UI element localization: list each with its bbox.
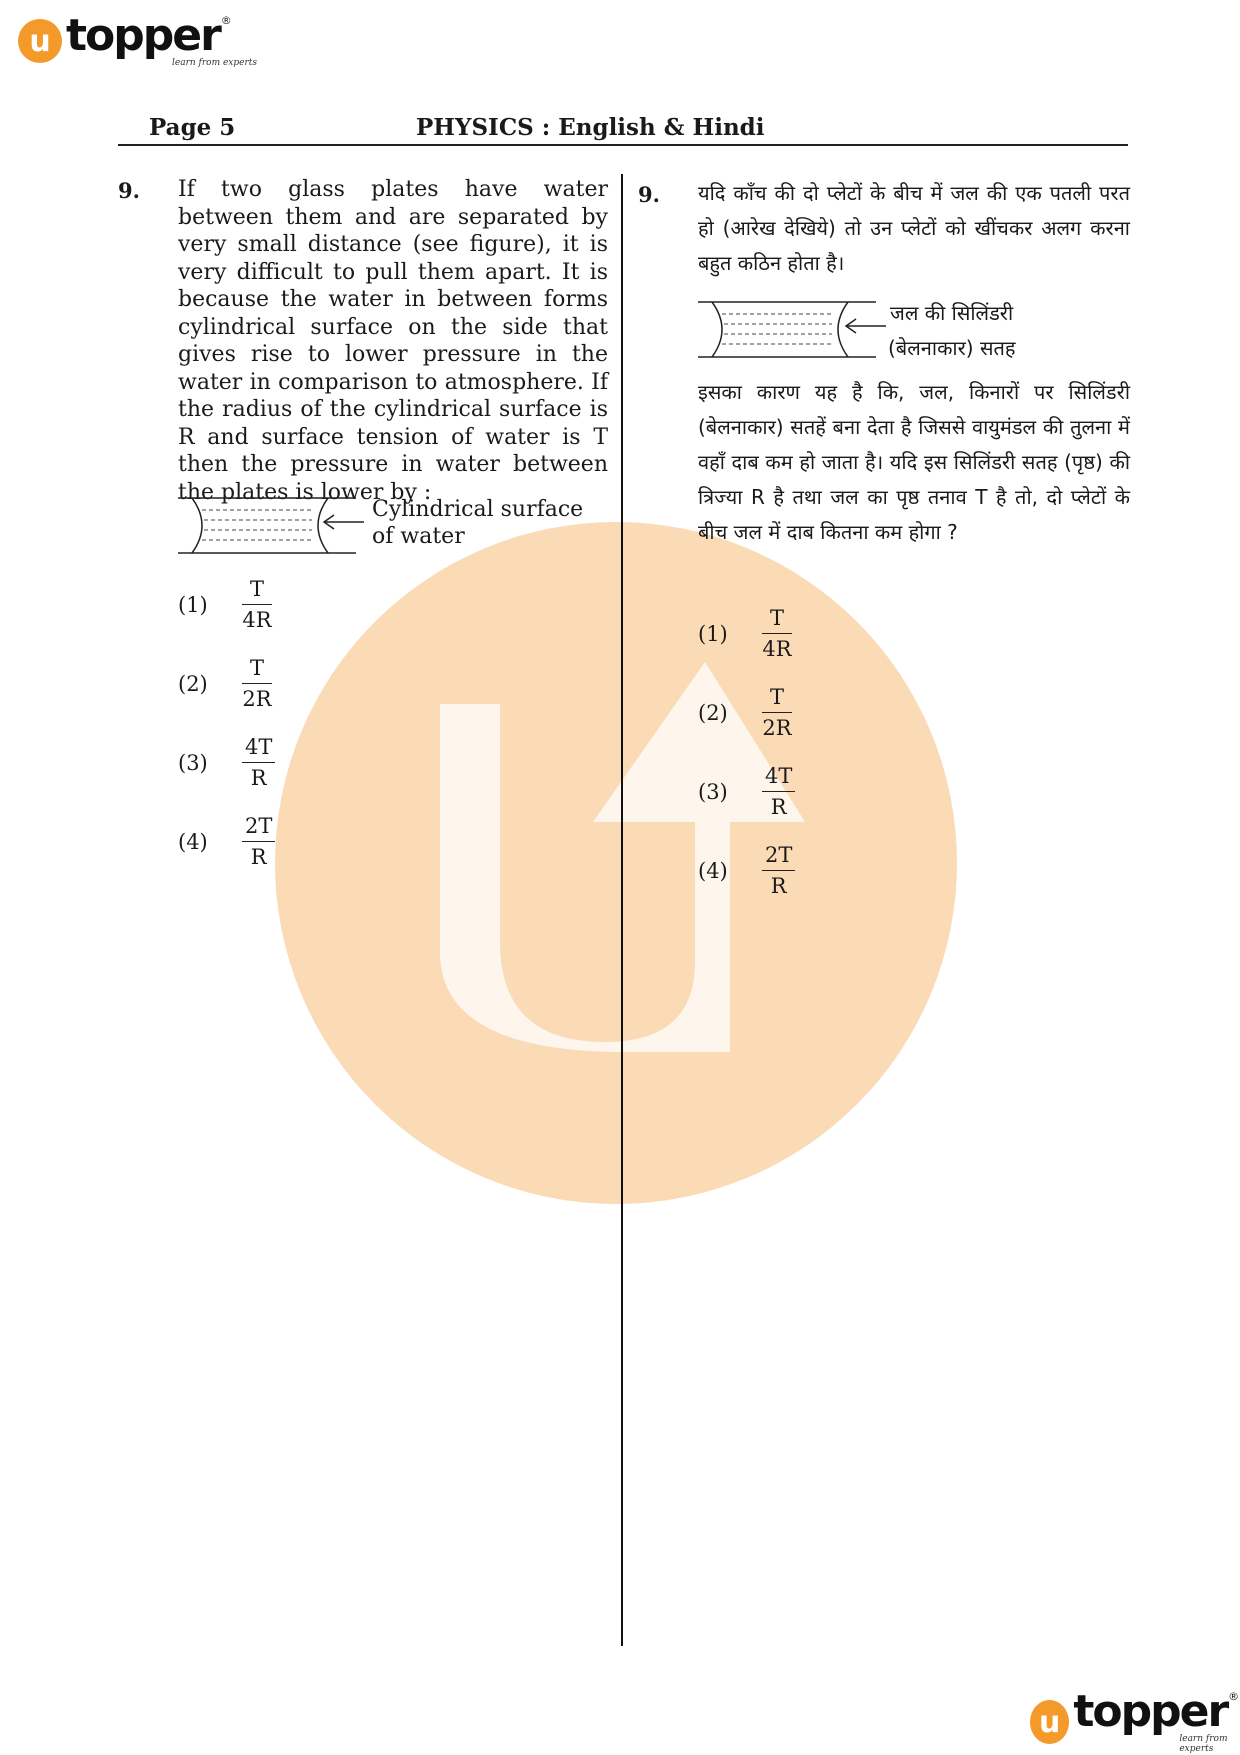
brand-tagline: learn from experts — [1179, 1734, 1228, 1754]
fraction-numerator: 2T — [762, 842, 795, 871]
fraction-numerator: T — [242, 655, 272, 684]
question-text-en: If two glass plates have water between them and are separated by very small distance (see figure), it is very difficult to pull them apart. It is because the water in between forms cylindrical surface on the side that gives rise to lower pressure in the water in comparison to atmosphere. If the radius of the cylindrical surface is R and surface tension of water is T then the pressure in water between the plates is lower by : — [178, 177, 608, 505]
fraction-denominator: R — [250, 845, 267, 869]
option-label: (3) — [698, 779, 728, 804]
question-text-hi: यदि काँच की दो प्लेटों के बीच में जल की एक पतली परत हो (आरेख देखिये) तो उन प्लेटों को खींचकर अलग करना बहुत कठिन होता है। — [698, 181, 1130, 275]
registered-mark-icon: ® — [1228, 1690, 1240, 1703]
option-label: (4) — [698, 858, 728, 883]
brand-logo-top — [18, 10, 258, 68]
option-fraction — [242, 655, 272, 712]
option-fraction — [762, 684, 792, 741]
option-fraction — [762, 842, 795, 899]
option-hi-2[interactable] — [698, 684, 792, 741]
option-fraction — [242, 734, 275, 791]
fraction-denominator: 4R — [762, 637, 792, 661]
option-en-2[interactable] — [178, 655, 272, 712]
fraction-denominator: 4R — [242, 608, 272, 632]
brand-name: topper — [1073, 1686, 1228, 1737]
question-number-en: 9. — [118, 178, 140, 203]
explanation-text-hi: इसका कारण यह है कि, जल, किनारों पर सिलिंडरी (बेलनाकार) सतहें बना देता है जिससे वायुमंडल की तुलना में वहाँ दाब कम हो जाता है। यदि इस सिलिंडरी सतह (पृष्ठ) की त्रिज्या R है तथा जल का पृष्ठ तनाव T है तो, दो प्लेटों के बीच जल में दाब कितना कम होगा ? — [698, 380, 1130, 544]
registered-mark-icon: ® — [220, 14, 232, 27]
option-hi-1[interactable] — [698, 605, 792, 662]
fraction-denominator: 2R — [242, 687, 272, 711]
brand-tagline: learn from experts — [172, 58, 258, 68]
option-hi-4[interactable] — [698, 842, 795, 899]
figure-label-hi-line1: जल की सिलिंडरी — [890, 301, 1014, 325]
option-en-4[interactable] — [178, 813, 275, 870]
watermark-logo — [275, 522, 957, 1204]
option-label: (1) — [698, 621, 728, 646]
page-title: PHYSICS : English & Hindi — [416, 114, 765, 141]
page-number: Page 5 — [149, 114, 236, 141]
option-hi-3[interactable] — [698, 763, 795, 820]
option-label: (4) — [178, 829, 208, 854]
fraction-numerator: T — [242, 576, 272, 605]
option-en-1[interactable] — [178, 576, 272, 633]
column-divider — [621, 174, 623, 1646]
fraction-numerator: 4T — [762, 763, 795, 792]
brand-u-icon: u — [1030, 1700, 1069, 1744]
fraction-numerator: T — [762, 605, 792, 634]
figure-label-en-line2: of water — [372, 524, 465, 549]
option-label: (2) — [698, 700, 728, 725]
option-en-3[interactable] — [178, 734, 275, 791]
brand-u-icon: u — [18, 19, 62, 63]
option-fraction — [762, 605, 792, 662]
option-label: (2) — [178, 671, 208, 696]
header-rule — [118, 144, 1128, 146]
brand-name: topper — [66, 10, 220, 61]
fraction-denominator: 2R — [762, 716, 792, 740]
fraction-denominator: R — [770, 874, 787, 898]
figure-label-hi-line2: (बेलनाकार) सतह — [888, 336, 1016, 360]
arrow-left-icon — [844, 318, 888, 334]
brand-logo-bottom — [1030, 1686, 1240, 1754]
watermark-u-icon — [275, 522, 957, 1204]
option-fraction — [242, 813, 275, 870]
fraction-numerator: 2T — [242, 813, 275, 842]
fraction-denominator: R — [250, 766, 267, 790]
fraction-numerator: 4T — [242, 734, 275, 763]
question-number-hi: 9. — [638, 182, 660, 207]
option-label: (3) — [178, 750, 208, 775]
fraction-denominator: R — [770, 795, 787, 819]
option-label: (1) — [178, 592, 208, 617]
option-fraction — [242, 576, 272, 633]
arrow-left-icon — [322, 514, 366, 530]
fraction-numerator: T — [762, 684, 792, 713]
figure-label-en-line1: Cylindrical surface — [372, 497, 584, 522]
option-fraction — [762, 763, 795, 820]
